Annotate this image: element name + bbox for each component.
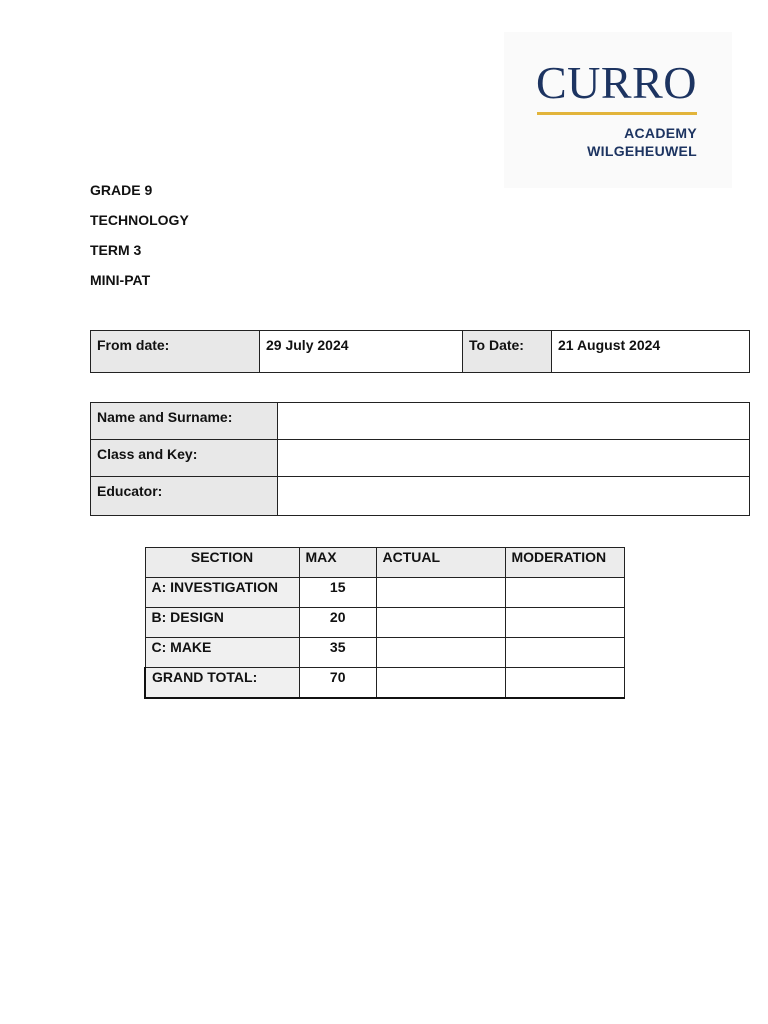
- marks-table: [144, 547, 625, 699]
- logo-line-academy: ACADEMY: [624, 125, 697, 141]
- heading-subject: TECHNOLOGY: [90, 212, 189, 228]
- info-row-class: [91, 440, 750, 477]
- name-label: Name and Surname:: [97, 409, 233, 425]
- to-date-value: 21 August 2024: [558, 337, 661, 353]
- marks-row-grand-total: [145, 668, 624, 698]
- dates-row: [91, 331, 750, 373]
- from-date-label-cell: [91, 331, 260, 373]
- marks-row-design: [145, 608, 624, 638]
- section-cell: A: INVESTIGATION: [145, 578, 299, 608]
- name-label-cell: [91, 403, 278, 440]
- info-row-educator: [91, 477, 750, 516]
- grand-total-moderation[interactable]: [505, 668, 624, 698]
- educator-value: [278, 477, 749, 483]
- to-date-label: To Date:: [469, 337, 524, 353]
- header-moderation: MODERATION: [505, 548, 624, 578]
- grand-total-actual[interactable]: [376, 668, 505, 698]
- info-row-name: [91, 403, 750, 440]
- heading-term: TERM 3: [90, 242, 142, 258]
- max-cell: 15: [299, 578, 376, 608]
- from-date-value-cell[interactable]: [260, 331, 463, 373]
- header-max: MAX: [299, 548, 376, 578]
- max-cell: 35: [299, 638, 376, 668]
- class-field[interactable]: [278, 440, 750, 477]
- name-field[interactable]: [278, 403, 750, 440]
- moderation-cell[interactable]: [505, 638, 624, 668]
- from-date-value: 29 July 2024: [266, 337, 349, 353]
- from-date-label: From date:: [97, 337, 170, 353]
- logo-line-campus: WILGEHEUWEL: [587, 143, 697, 159]
- learner-info-table: [90, 402, 750, 516]
- class-label: Class and Key:: [97, 446, 198, 462]
- heading-task: MINI-PAT: [90, 272, 151, 288]
- educator-label-cell: [91, 477, 278, 516]
- moderation-cell[interactable]: [505, 608, 624, 638]
- class-value: [278, 440, 749, 446]
- school-logo: [504, 32, 732, 188]
- header-actual: ACTUAL: [376, 548, 505, 578]
- name-value: [278, 403, 749, 409]
- header-section: SECTION: [145, 548, 299, 578]
- document-headings: [90, 182, 189, 302]
- to-date-label-cell: [463, 331, 552, 373]
- educator-label: Educator:: [97, 483, 163, 499]
- logo-brand: CURRO: [536, 57, 697, 108]
- educator-field[interactable]: [278, 477, 750, 516]
- grand-total-label: GRAND TOTAL:: [145, 668, 299, 698]
- max-cell: 20: [299, 608, 376, 638]
- moderation-cell[interactable]: [505, 578, 624, 608]
- heading-grade: GRADE 9: [90, 182, 153, 198]
- logo-underline: [537, 112, 697, 115]
- class-label-cell: [91, 440, 278, 477]
- marks-row-make: [145, 638, 624, 668]
- actual-cell[interactable]: [376, 608, 505, 638]
- dates-table: [90, 330, 750, 373]
- grand-total-max: 70: [299, 668, 376, 698]
- marks-row-investigation: [145, 578, 624, 608]
- section-cell: B: DESIGN: [145, 608, 299, 638]
- actual-cell[interactable]: [376, 638, 505, 668]
- section-cell: C: MAKE: [145, 638, 299, 668]
- to-date-value-cell[interactable]: [552, 331, 750, 373]
- actual-cell[interactable]: [376, 578, 505, 608]
- marks-header-row: [145, 548, 624, 578]
